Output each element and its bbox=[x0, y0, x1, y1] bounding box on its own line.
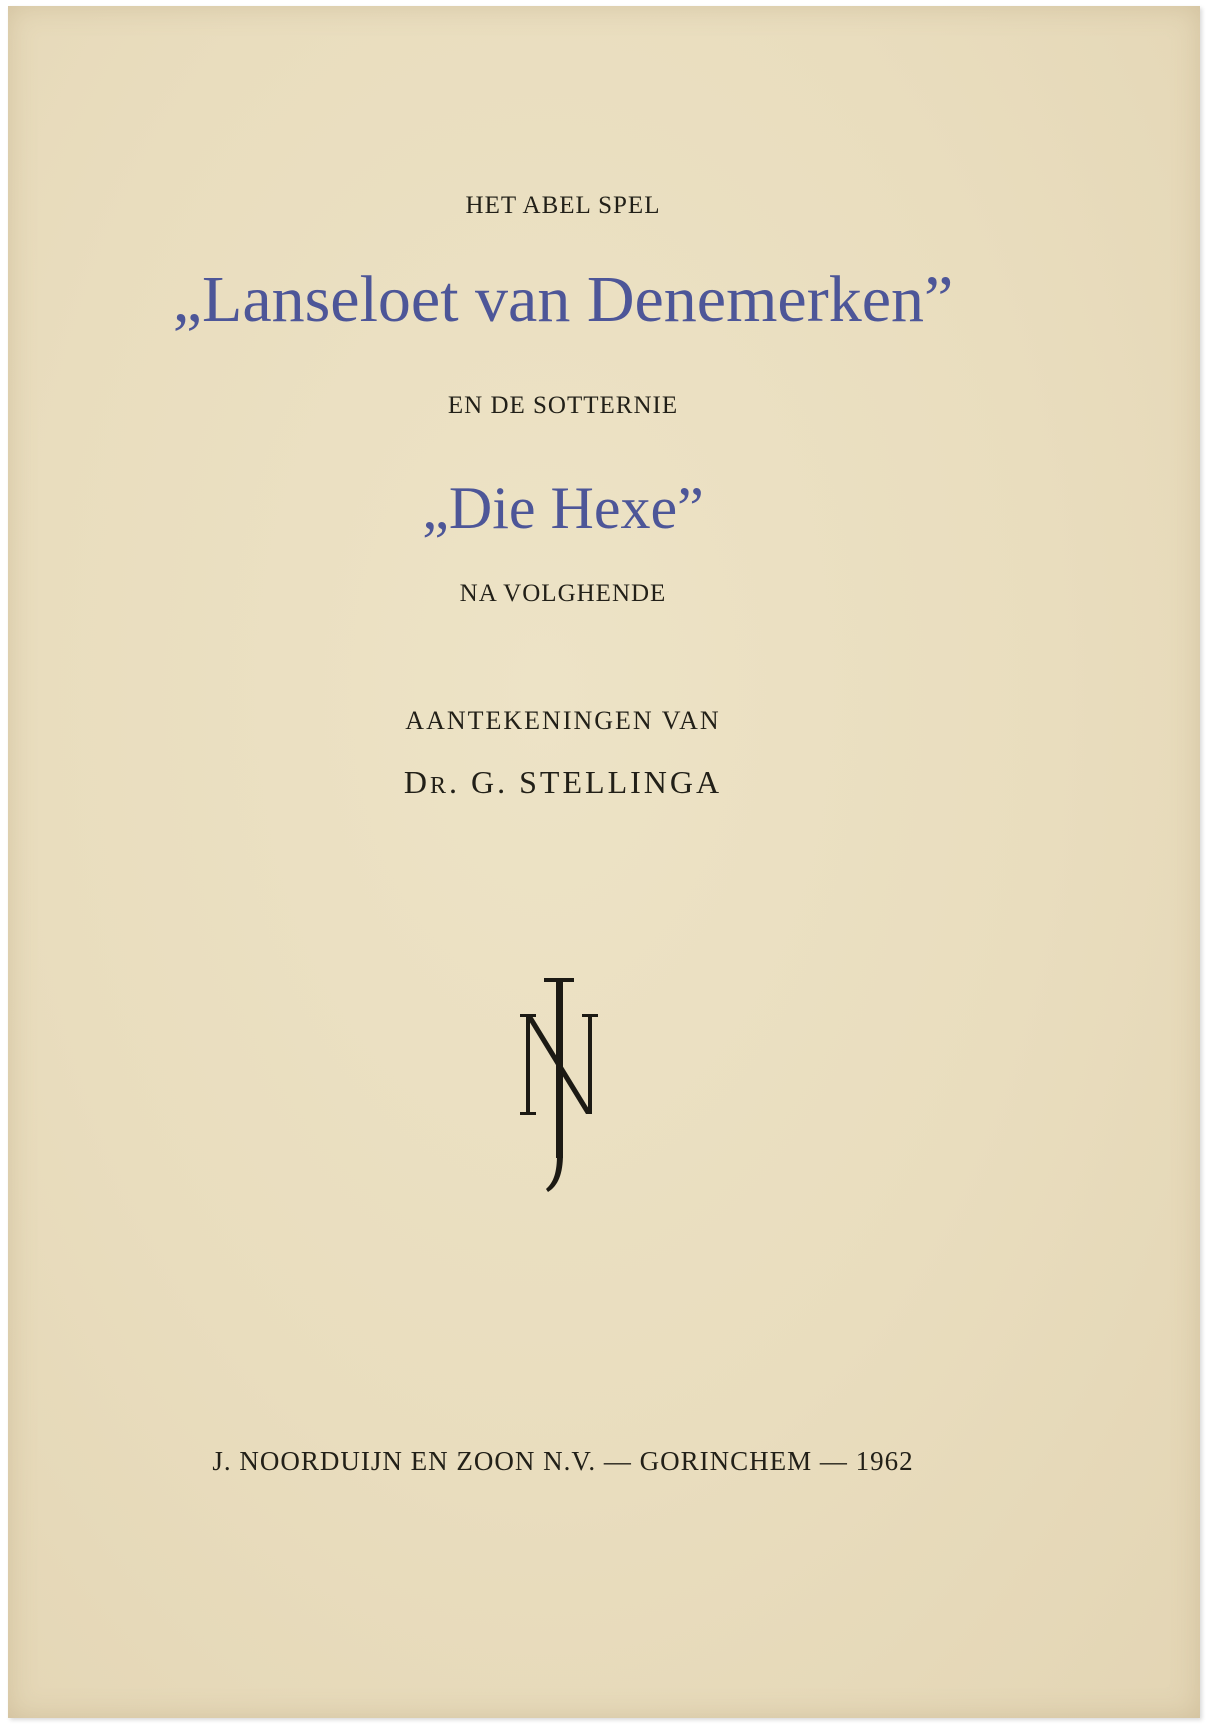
main-title: „Lanseloet van Denemerken” bbox=[172, 263, 954, 336]
author-surname: . G. STELLINGA bbox=[449, 764, 723, 800]
second-title: „Die Hexe” bbox=[422, 475, 704, 541]
author-prefix-r: R bbox=[430, 773, 450, 799]
subline-text: NA VOLGHENDE bbox=[459, 580, 667, 607]
nj-monogram-icon bbox=[520, 978, 610, 1194]
author-name bbox=[8, 764, 1118, 801]
connector-text: EN DE SOTTERNIE bbox=[447, 392, 679, 419]
author-prefix-d: D bbox=[403, 764, 430, 800]
kicker-text: HET ABEL SPEL bbox=[465, 192, 661, 219]
publisher-line: J. NOORDUIJN EN ZOON N.V. — GORINCHEM — 1962 bbox=[212, 1446, 914, 1476]
notes-label: AANTEKENINGEN VAN bbox=[405, 706, 721, 735]
book-cover bbox=[8, 6, 1200, 1718]
